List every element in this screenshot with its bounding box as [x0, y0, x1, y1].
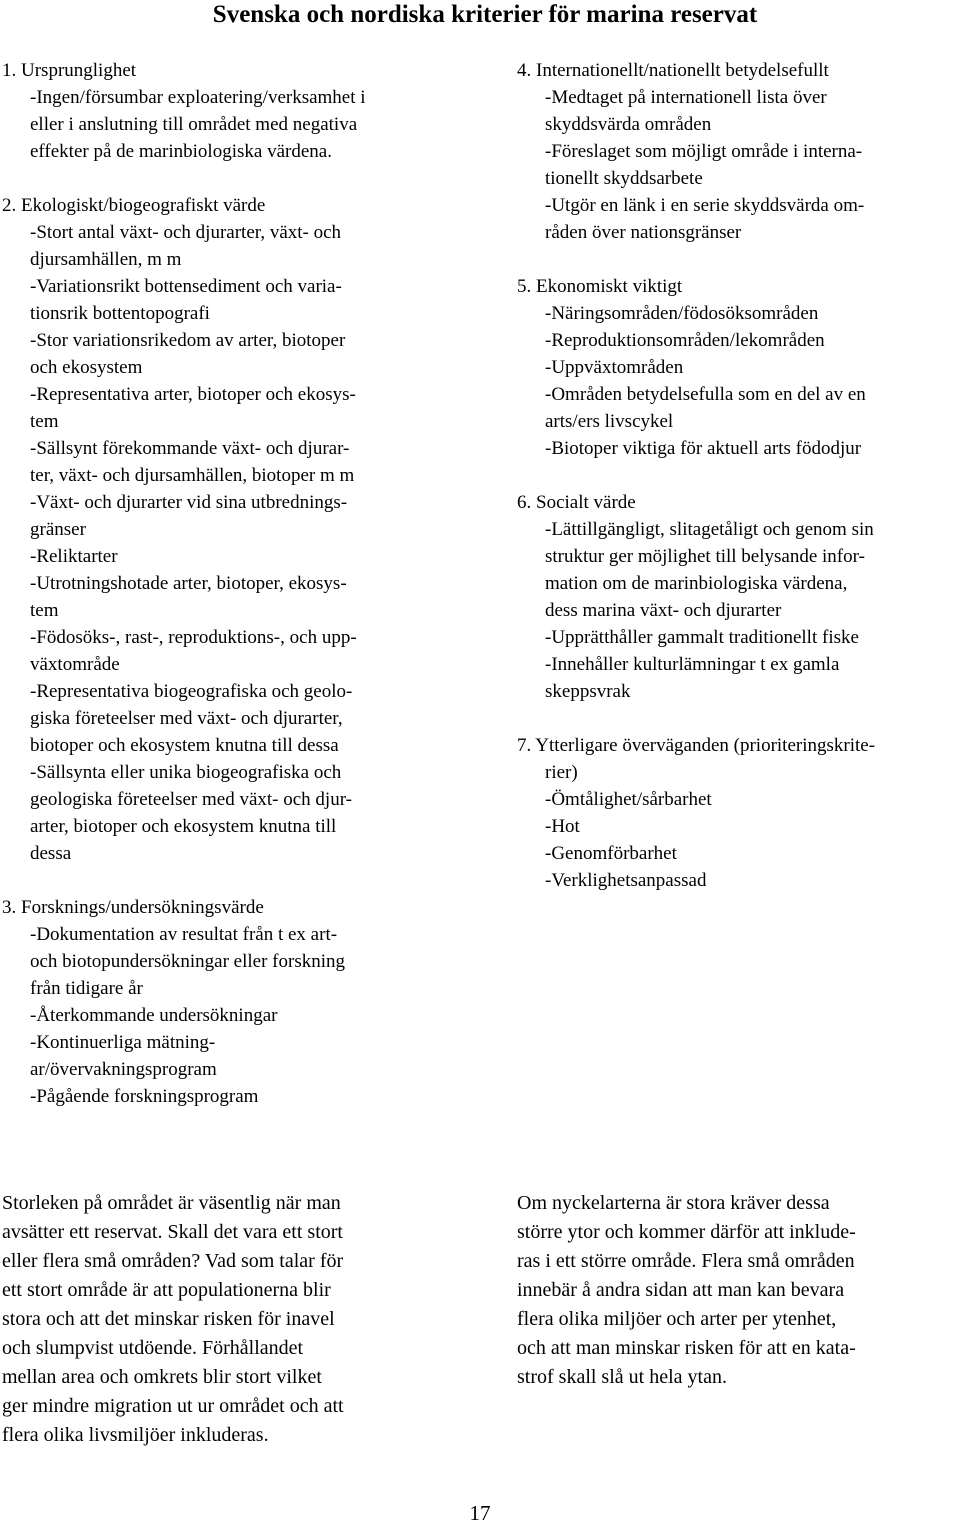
- criteria-line: ar/övervakningsprogram: [30, 1059, 217, 1080]
- criteria-line: -Områden betydelsefulla som en del av en: [545, 384, 866, 405]
- criteria-section: [2, 894, 472, 1110]
- discussion-right-paragraph: [517, 1189, 957, 1392]
- criteria-line: -Dokumentation av resultat från t ex art-: [30, 924, 338, 945]
- criteria-line: ter, växt- och djursamhällen, biotoper m m: [30, 465, 355, 486]
- criteria-line: råden över nationsgränser: [545, 222, 742, 243]
- criteria-line: -Återkommande undersökningar: [30, 1005, 278, 1026]
- paragraph-line: eller flera små områden? Vad som talar för: [2, 1250, 344, 1272]
- criteria-line: -Stor variationsrikedom av arter, biotoper: [30, 330, 346, 351]
- criteria-heading: 4. Internationellt/nationellt betydelsefullt: [517, 60, 829, 81]
- criteria-line: -Föreslaget som möjligt område i interna-: [545, 141, 863, 162]
- criteria-heading: 5. Ekonomiskt viktigt: [517, 276, 683, 297]
- criteria-line: och biotopundersökningar eller forskning: [30, 951, 346, 972]
- criteria-line: -Utgör en länk i en serie skyddsvärda om-: [545, 195, 865, 216]
- criteria-section: [517, 489, 957, 705]
- criteria-line: rier): [545, 762, 578, 783]
- paragraph-line: strof skall slå ut hela ytan.: [517, 1366, 727, 1388]
- criteria-section: [517, 273, 957, 462]
- criteria-line: växtområde: [30, 654, 120, 675]
- paragraph-line: avsätter ett reservat. Skall det vara ett stort: [2, 1221, 343, 1243]
- criteria-line: effekter på de marinbiologiska värdena.: [30, 141, 332, 162]
- paragraph-line: mellan area och omkrets blir stort vilket: [2, 1366, 322, 1388]
- criteria-line: -Pågående forskningsprogram: [30, 1086, 259, 1107]
- paragraph-line: större ytor och kommer därför att inklude-: [517, 1221, 856, 1243]
- criteria-section: [2, 57, 472, 165]
- criteria-line: -Ingen/försumbar exploatering/verksamhet i: [30, 87, 366, 108]
- criteria-line: -Reliktarter: [30, 546, 118, 567]
- criteria-line: -Verklighetsanpassad: [545, 870, 707, 891]
- criteria-line: -Lättillgängligt, slitagetåligt och genom sin: [545, 519, 874, 540]
- criteria-line: -Sällsynt förekommande växt- och djurar-: [30, 438, 350, 459]
- criteria-line: djursamhällen, m m: [30, 249, 182, 270]
- criteria-line: tem: [30, 600, 59, 621]
- paragraph-line: och slumpvist utdöende. Förhållandet: [2, 1337, 304, 1359]
- paragraph-line: ger mindre migration ut ur området och att: [2, 1395, 344, 1417]
- criteria-line: giska företeelser med växt- och djurarter,: [30, 708, 343, 729]
- criteria-line: -Uppväxtområden: [545, 357, 684, 378]
- paragraph-line: flera olika miljöer och arter per ytenhet,: [517, 1308, 837, 1330]
- criteria-line: -Representativa arter, biotoper och ekosys-: [30, 384, 356, 405]
- criteria-line: från tidigare år: [30, 978, 143, 999]
- criteria-section: [2, 192, 472, 867]
- paragraph-line: ras i ett större område. Flera små områden: [517, 1250, 855, 1272]
- criteria-line: -Stort antal växt- och djurarter, växt- och: [30, 222, 342, 243]
- paragraph-line: och att man minskar risken för att en kata-: [517, 1337, 856, 1359]
- criteria-line: -Födosöks-, rast-, reproduktions-, och upp-: [30, 627, 357, 648]
- criteria-line: -Hot: [545, 816, 580, 837]
- criteria-line: -Kontinuerliga mätning-: [30, 1032, 216, 1053]
- criteria-section: [517, 57, 957, 246]
- criteria-heading: 6. Socialt värde: [517, 492, 636, 513]
- criteria-heading: 2. Ekologiskt/biogeografiskt värde: [2, 195, 266, 216]
- paragraph-line: Storleken på området är väsentlig när man: [2, 1192, 341, 1214]
- criteria-line: struktur ger möjlighet till belysande infor-: [545, 546, 865, 567]
- criteria-line: -Utrotningshotade arter, biotoper, ekosys-: [30, 573, 347, 594]
- criteria-line: geologiska företeelser med växt- och djur-: [30, 789, 352, 810]
- criteria-line: skyddsvärda områden: [545, 114, 712, 135]
- criteria-line: dessa: [30, 843, 72, 864]
- page-title: Svenska och nordiska kriterier för marina reservat: [212, 1, 758, 28]
- criteria-heading: 1. Ursprunglighet: [2, 60, 137, 81]
- paragraph-line: Om nyckelarterna är stora kräver dessa: [517, 1192, 830, 1214]
- criteria-line: -Ömtålighet/sårbarhet: [545, 789, 712, 810]
- paragraph-line: stora och att det minskar risken för inavel: [2, 1308, 335, 1330]
- criteria-line: biotoper och ekosystem knutna till dessa: [30, 735, 339, 756]
- criteria-line: gränser: [30, 519, 86, 540]
- criteria-line: dess marina växt- och djurarter: [545, 600, 782, 621]
- criteria-line: -Växt- och djurarter vid sina utbrednings-: [30, 492, 348, 513]
- criteria-line: -Medtaget på internationell lista över: [545, 87, 827, 108]
- paragraph-line: innebär å andra sidan att man kan bevara: [517, 1279, 845, 1301]
- criteria-line: tem: [30, 411, 59, 432]
- criteria-section: [517, 732, 957, 894]
- paragraph-line: flera olika livsmiljöer inkluderas.: [2, 1424, 269, 1446]
- criteria-line: mation om de marinbiologiska värdena,: [545, 573, 848, 594]
- criteria-line: tionellt skyddsarbete: [545, 168, 703, 189]
- criteria-line: eller i anslutning till området med negativa: [30, 114, 358, 135]
- criteria-line: -Innehåller kulturlämningar t ex gamla: [545, 654, 840, 675]
- discussion-left-paragraph: [2, 1189, 452, 1450]
- criteria-heading: 3. Forsknings/undersökningsvärde: [2, 897, 264, 918]
- criteria-line: -Variationsrikt bottensediment och varia-: [30, 276, 342, 297]
- criteria-line: -Reproduktionsområden/lekområden: [545, 330, 825, 351]
- criteria-line: -Biotoper viktiga för aktuell arts födodjur: [545, 438, 862, 459]
- criteria-line: -Näringsområden/födosöksområden: [545, 303, 819, 324]
- criteria-left-column: [2, 57, 472, 1137]
- criteria-line: skeppsvrak: [545, 681, 631, 702]
- criteria-right-column: [517, 57, 957, 921]
- criteria-line: -Sällsynta eller unika biogeografiska och: [30, 762, 342, 783]
- page-number: 17: [469, 1501, 491, 1525]
- criteria-line: arts/ers livscykel: [545, 411, 674, 432]
- criteria-line: och ekosystem: [30, 357, 143, 378]
- paragraph-line: ett stort område är att populationerna blir: [2, 1279, 331, 1301]
- criteria-line: -Upprätthåller gammalt traditionellt fiske: [545, 627, 859, 648]
- criteria-heading: 7. Ytterligare överväganden (prioriteringskrite-: [517, 735, 876, 756]
- criteria-line: -Representativa biogeografiska och geolo-: [30, 681, 353, 702]
- criteria-line: tionsrik bottentopografi: [30, 303, 210, 324]
- criteria-line: arter, biotoper och ekosystem knutna till: [30, 816, 337, 837]
- criteria-line: -Genomförbarhet: [545, 843, 677, 864]
